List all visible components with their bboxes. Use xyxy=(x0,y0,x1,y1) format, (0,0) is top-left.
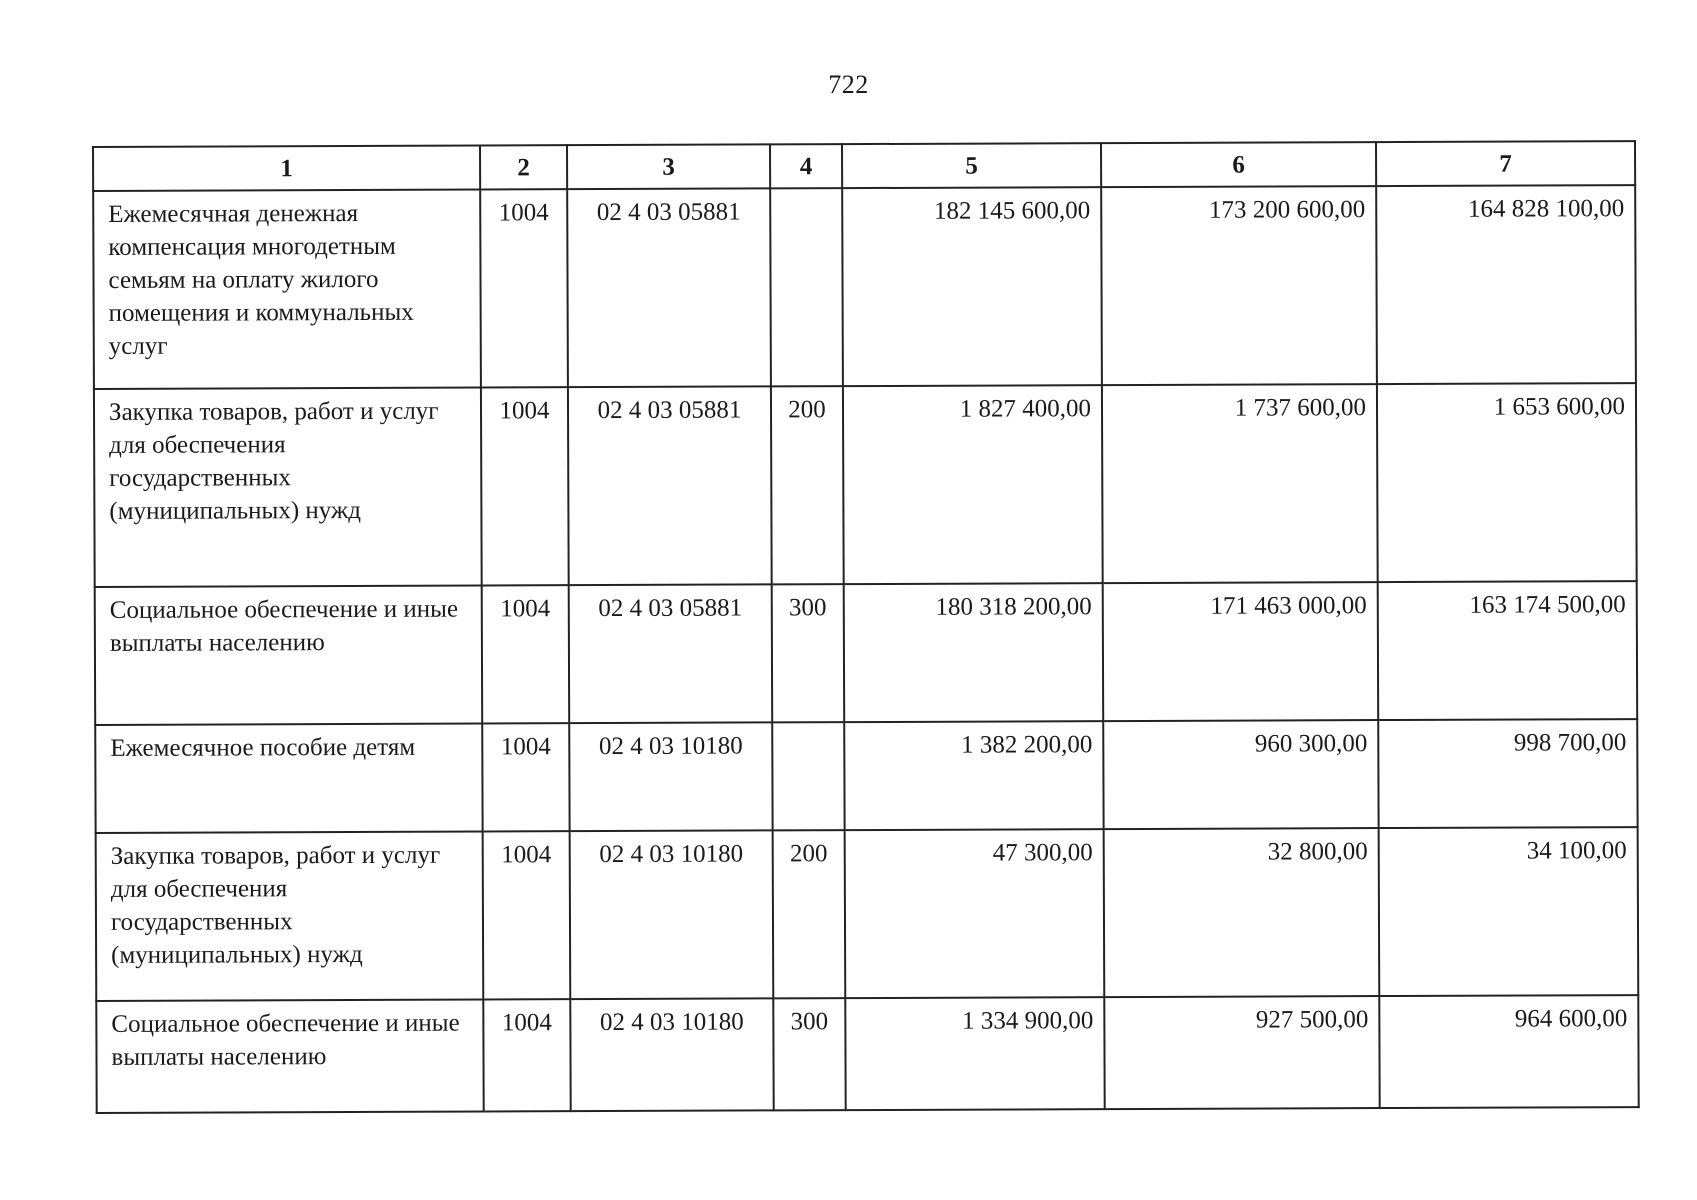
target-code-cell: 02 4 03 05881 xyxy=(569,584,773,723)
section-code-cell: 1004 xyxy=(483,831,571,999)
amount-cell-col5: 1 382 200,00 xyxy=(844,721,1103,830)
amount-cell-col7: 964 600,00 xyxy=(1379,995,1638,1108)
amount-cell-col5: 47 300,00 xyxy=(845,829,1105,998)
amount-cell-col5: 1 334 900,00 xyxy=(845,997,1104,1110)
section-code-cell: 1004 xyxy=(483,999,570,1111)
column-header: 5 xyxy=(842,143,1101,188)
amount-cell-col7: 998 700,00 xyxy=(1378,719,1637,828)
amount-cell-col5: 1 827 400,00 xyxy=(843,385,1103,584)
row-name-cell: Ежемесячное пособие детям xyxy=(95,724,482,833)
expense-type-cell xyxy=(772,722,844,830)
expense-type-cell: 200 xyxy=(771,386,844,584)
column-header: 7 xyxy=(1376,141,1635,186)
expense-type-cell: 300 xyxy=(773,998,845,1110)
section-code-cell: 1004 xyxy=(482,585,570,723)
amount-cell-col6: 927 500,00 xyxy=(1104,996,1379,1109)
page-number: 722 xyxy=(828,70,869,99)
table-row xyxy=(94,383,1637,587)
target-code-cell: 02 4 03 10180 xyxy=(570,998,773,1111)
budget-table xyxy=(92,140,1640,1114)
amount-cell-col6: 32 800,00 xyxy=(1104,828,1380,997)
row-name-cell: Закупка товаров, работ и услуг для обеспечения государственных (муниципальных) нужд xyxy=(96,832,484,1001)
amount-cell-col7: 163 174 500,00 xyxy=(1378,581,1638,720)
column-header: 6 xyxy=(1101,142,1376,187)
column-header: 3 xyxy=(567,144,770,189)
amount-cell-col6: 173 200 600,00 xyxy=(1101,186,1377,385)
target-code-cell: 02 4 03 10180 xyxy=(570,830,774,999)
expense-type-cell: 200 xyxy=(773,830,846,998)
table-row xyxy=(96,995,1638,1113)
column-header: 2 xyxy=(480,145,567,189)
amount-cell-col6: 1 737 600,00 xyxy=(1102,384,1378,583)
amount-cell-col6: 960 300,00 xyxy=(1103,720,1378,829)
section-code-cell: 1004 xyxy=(481,387,569,585)
amount-cell-col5: 182 145 600,00 xyxy=(842,187,1102,386)
row-name-cell: Закупка товаров, работ и услуг для обеспечения государственных (муниципальных) нужд xyxy=(94,388,482,587)
expense-type-cell xyxy=(770,188,843,386)
section-code-cell: 1004 xyxy=(480,189,568,387)
amount-cell-col7: 164 828 100,00 xyxy=(1376,185,1636,384)
column-header: 1 xyxy=(93,146,480,191)
section-code-cell: 1004 xyxy=(482,723,569,831)
table-row xyxy=(96,827,1639,1001)
row-name-cell: Ежемесячная денежная компенсация многодетным семьям на оплату жилого помещения и коммунальных услуг xyxy=(93,190,481,389)
row-name-cell: Социальное обеспечение и иные выплаты населению xyxy=(95,586,483,725)
amount-cell-col5: 180 318 200,00 xyxy=(844,583,1104,722)
target-code-cell: 02 4 03 05881 xyxy=(568,386,772,585)
target-code-cell: 02 4 03 10180 xyxy=(569,722,772,831)
expense-type-cell: 300 xyxy=(772,584,845,722)
amount-cell-col6: 171 463 000,00 xyxy=(1103,582,1379,721)
target-code-cell: 02 4 03 05881 xyxy=(567,188,771,387)
row-name-cell: Социальное обеспечение и иные выплаты населению xyxy=(96,1000,483,1113)
amount-cell-col7: 1 653 600,00 xyxy=(1377,383,1637,582)
column-header: 4 xyxy=(770,144,842,188)
header-row xyxy=(93,141,1635,191)
table-row xyxy=(95,581,1638,725)
table-row xyxy=(93,185,1636,389)
amount-cell-col7: 34 100,00 xyxy=(1379,827,1639,996)
table-row xyxy=(95,719,1637,833)
